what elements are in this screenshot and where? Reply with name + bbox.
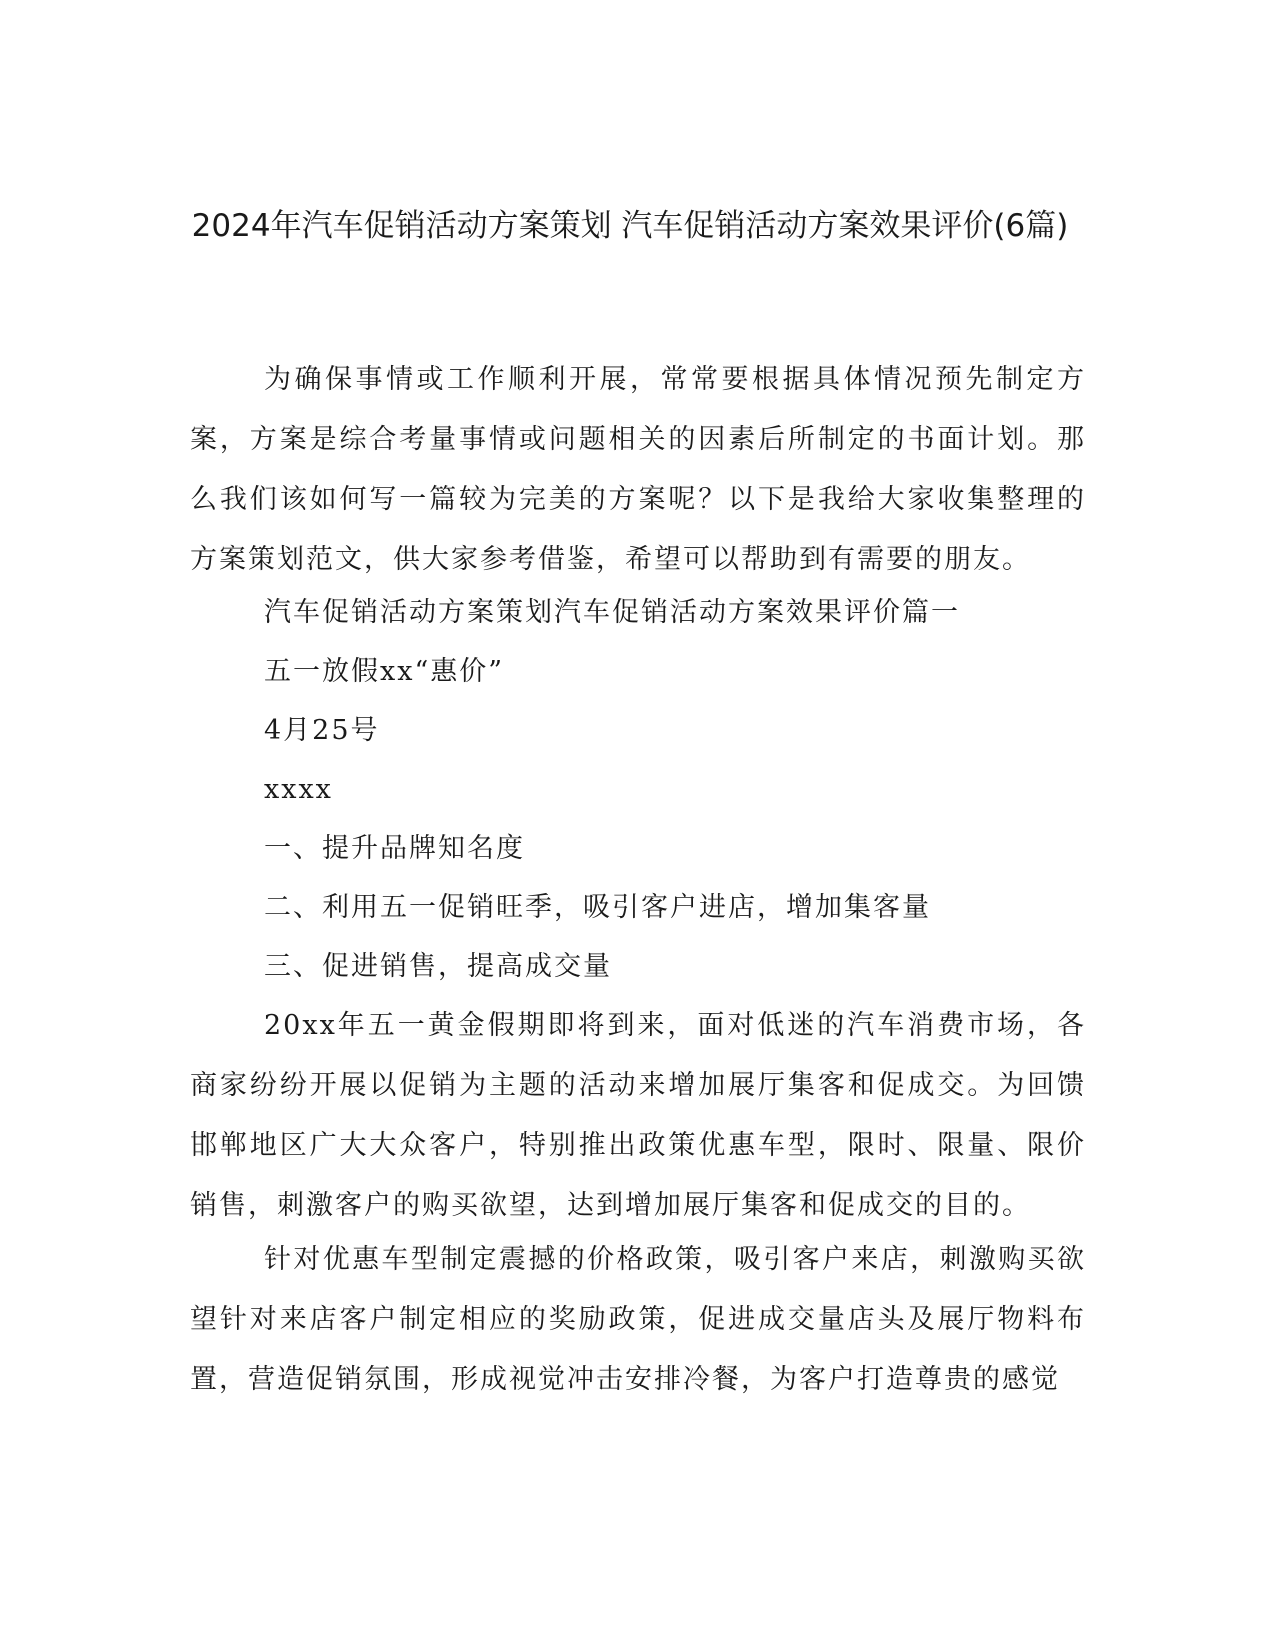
activity-date: 4月25号 (264, 715, 380, 746)
goal-item: 二、利用五一促销旺季，吸引客户进店，增加集客量 (264, 892, 931, 923)
goal-item: 三、促进销售，提高成交量 (264, 951, 612, 982)
activity-theme: 五一放假xx“惠价” (264, 656, 505, 687)
measures-paragraph: 针对优惠车型制定震撼的价格政策，吸引客户来店，刺激购买欲望针对来店客户制定相应的奖励政策，促进成交量店头及展厅物料布置，营造促销氛围，形成视觉冲击安排冷餐，为客户打造尊贵的感觉 (190, 1244, 1086, 1395)
intro-paragraph: 为确保事情或工作顺利开展，常常要根据具体情况预先制定方案，方案是综合考量事情或问题相关的因素后所制定的书面计划。那么我们该如何写一篇较为完美的方案呢？以下是我给大家收集整理的方案策划范文，供大家参考借鉴，希望可以帮助到有需要的朋友。 (190, 364, 1086, 575)
activity-place: xxxx (264, 774, 333, 805)
goal-item: 一、提升品牌知名度 (264, 833, 525, 864)
background-paragraph: 20xx年五一黄金假期即将到来，面对低迷的汽车消费市场，各商家纷纷开展以促销为主题的活动来增加展厅集客和促成交。为回馈邯郸地区广大大众客户，特别推出政策优惠车型，限时、限量、限价销售，刺激客户的购买欲望，达到增加展厅集客和促成交的目的。 (190, 1010, 1086, 1221)
document-title: 2024年汽车促销活动方案策划 汽车促销活动方案效果评价(6篇) (191, 208, 1069, 244)
section-heading: 汽车促销活动方案策划汽车促销活动方案效果评价篇一 (264, 597, 960, 628)
